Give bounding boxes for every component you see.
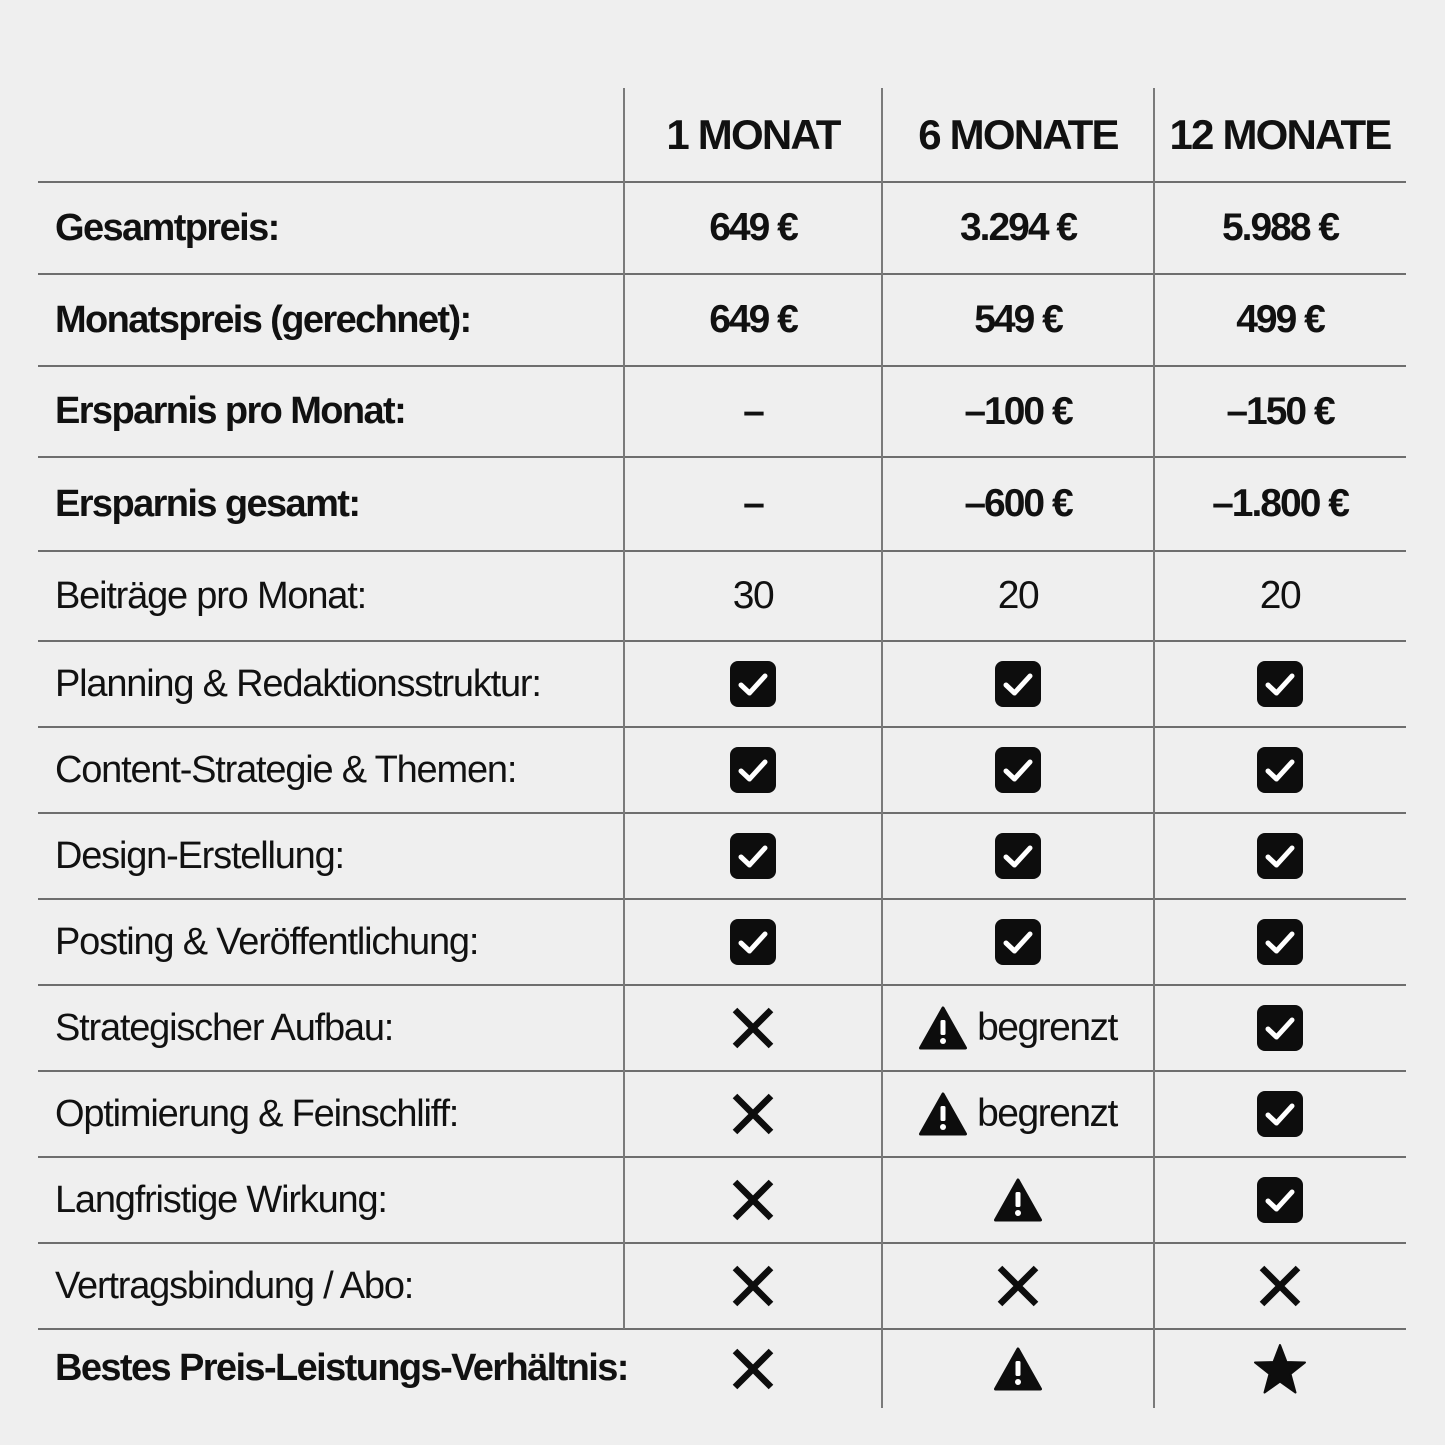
cross-icon [730, 1263, 776, 1309]
cell-value: 649 € [709, 298, 797, 341]
row-label: Bestes Preis-Leistungs-Verhältnis: [55, 1347, 628, 1389]
table-cell [882, 1329, 1154, 1408]
table-cell [882, 551, 1154, 641]
table-cell [882, 274, 1154, 366]
table-cell [1154, 366, 1406, 457]
column-header: 12 MONATE [1169, 111, 1391, 158]
table-cell [624, 1243, 882, 1329]
table-cell [882, 899, 1154, 985]
table-cell [624, 1071, 882, 1157]
table-cell [624, 641, 882, 727]
cell-value: –150 € [1226, 389, 1334, 433]
cross-icon [730, 1005, 776, 1051]
table-cell [882, 1071, 1154, 1157]
table-cell [624, 727, 882, 813]
row-label: Gesamtpreis: [55, 206, 279, 249]
row-label: Beiträge pro Monat: [55, 574, 366, 617]
row-label: Design-Erstellung: [55, 834, 344, 877]
table-cell [624, 182, 882, 274]
warning-status [919, 1092, 1117, 1136]
table-cell [882, 813, 1154, 899]
cell-value: –100 € [964, 389, 1072, 433]
table-cell [882, 182, 1154, 274]
row-label: Planning & Redaktionsstruktur: [55, 662, 541, 705]
table-cell [624, 985, 882, 1071]
table-cell [624, 551, 882, 641]
table-cell [624, 813, 882, 899]
table-cell [1154, 274, 1406, 366]
cell-value: 30 [732, 574, 774, 617]
table-cell [1154, 813, 1406, 899]
table-cell [1154, 641, 1406, 727]
checkbox-checked-icon [1256, 660, 1304, 708]
comparison-table [38, 88, 1406, 1408]
cell-value: 499 € [1236, 298, 1324, 341]
warning-label: begrenzt [977, 1006, 1117, 1049]
cell-value: – [743, 482, 763, 525]
star-icon [1253, 1343, 1307, 1395]
checkbox-checked-icon [1256, 1004, 1304, 1052]
cell-value: –600 € [964, 482, 1072, 525]
column-header: 6 MONATE [918, 111, 1118, 158]
checkbox-checked-icon [729, 746, 777, 794]
cross-icon [730, 1346, 776, 1392]
table-cell [624, 457, 882, 551]
checkbox-checked-icon [729, 918, 777, 966]
row-label: Optimierung & Feinschliff: [55, 1092, 459, 1135]
checkbox-checked-icon [1256, 918, 1304, 966]
cell-value: 20 [997, 574, 1039, 617]
table-cell [882, 366, 1154, 457]
table-cell [1154, 985, 1406, 1071]
checkbox-checked-icon [994, 832, 1042, 880]
warning-status [994, 1178, 1042, 1222]
table-cell [1154, 1071, 1406, 1157]
table-cell [882, 985, 1154, 1071]
checkbox-checked-icon [994, 746, 1042, 794]
checkbox-checked-icon [729, 660, 777, 708]
table-cell [1154, 457, 1406, 551]
row-label: Ersparnis pro Monat: [55, 390, 406, 432]
cell-value: 3.294 € [959, 206, 1077, 249]
checkbox-checked-icon [1256, 746, 1304, 794]
row-label: Ersparnis gesamt: [55, 482, 360, 525]
column-header: 1 MONAT [666, 111, 840, 158]
checkbox-checked-icon [1256, 1176, 1304, 1224]
table-cell [882, 1157, 1154, 1243]
warning-icon [919, 1006, 967, 1050]
checkbox-checked-icon [994, 660, 1042, 708]
cell-value: 5.988 € [1221, 206, 1339, 249]
table-cell [882, 1243, 1154, 1329]
row-label: Monatspreis (gerechnet): [55, 298, 471, 341]
warning-status [919, 1006, 1117, 1050]
cross-icon [730, 1177, 776, 1223]
table-cell [1154, 182, 1406, 274]
table-cell [1154, 1157, 1406, 1243]
cross-icon [730, 1091, 776, 1137]
row-label: Strategischer Aufbau: [55, 1006, 394, 1049]
table-cell [1154, 727, 1406, 813]
table-cell [882, 457, 1154, 551]
table-cell [624, 1329, 882, 1408]
checkbox-checked-icon [994, 918, 1042, 966]
cell-value: 20 [1259, 574, 1301, 617]
warning-icon [919, 1092, 967, 1136]
table-cell [1154, 1329, 1406, 1408]
warning-icon [994, 1178, 1042, 1222]
cross-icon [995, 1263, 1041, 1309]
checkbox-checked-icon [729, 832, 777, 880]
warning-status [994, 1347, 1042, 1391]
table-cell [624, 899, 882, 985]
cell-value: 549 € [974, 298, 1062, 341]
checkbox-checked-icon [1256, 1090, 1304, 1138]
cell-value: –1.800 € [1212, 482, 1348, 525]
table-cell [624, 274, 882, 366]
checkbox-checked-icon [1256, 832, 1304, 880]
warning-icon [994, 1347, 1042, 1391]
table-cell [882, 641, 1154, 727]
cell-value: – [743, 389, 763, 433]
cell-value: 649 € [709, 206, 797, 249]
table-cell [1154, 899, 1406, 985]
row-label: Vertragsbindung / Abo: [55, 1264, 414, 1307]
table-cell [882, 727, 1154, 813]
row-label: Posting & Veröffentlichung: [55, 920, 479, 963]
cross-icon [1257, 1263, 1303, 1309]
warning-label: begrenzt [977, 1092, 1117, 1135]
table-cell [1154, 1243, 1406, 1329]
row-label: Langfristige Wirkung: [55, 1178, 387, 1221]
table-cell [1154, 551, 1406, 641]
row-label: Content-Strategie & Themen: [55, 748, 517, 791]
table-cell [624, 366, 882, 457]
table-cell [624, 1157, 882, 1243]
